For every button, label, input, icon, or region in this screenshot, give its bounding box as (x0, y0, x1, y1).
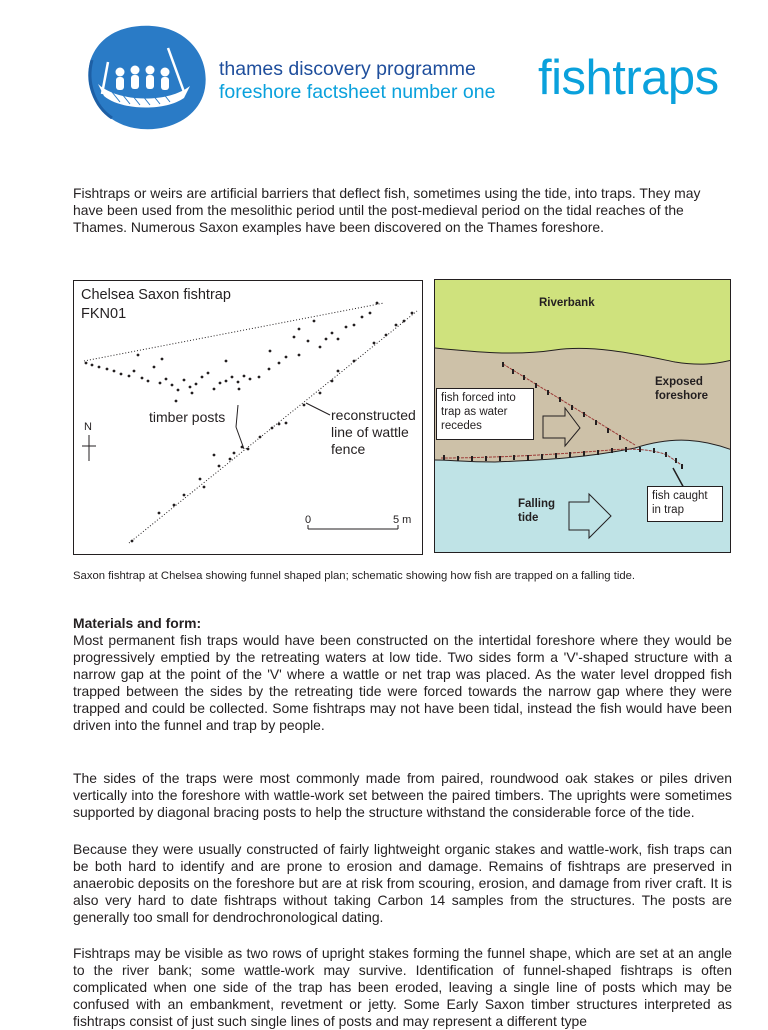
fish-forced-callout (436, 388, 534, 440)
fish-caught-callout (647, 486, 723, 522)
programme-logo (72, 22, 212, 134)
fish-forced-line3: recedes (441, 420, 482, 432)
fence-label-line3: fence (331, 441, 366, 457)
scale-end-label: 5 m (393, 514, 412, 526)
intro-paragraph: Fishtraps or weirs are artificial barriers that deflect fish, sometimes using the tide, into traps. They may have been used from the mesolithic period until the post-medieval period on the tidal reaches of the Thames. Numerous Saxon examples have been discovered on the Thames foreshore. (73, 185, 701, 235)
fishtrap-plan-figure (73, 280, 423, 555)
section-heading-materials: Materials and form: (73, 615, 202, 631)
exposed-foreshore-label-line2: foreshore (655, 390, 709, 402)
scale-start-label: 0 (305, 514, 312, 526)
fence-label-line1: reconstructed (331, 407, 416, 423)
fish-forced-line1: fish forced into (441, 392, 516, 404)
paragraph-materials: Most permanent fish traps would have been constructed on the intertidal foreshore where they would be progressively emptied by the retreating waters at low tide. Two sides form a 'V'-shaped structure with a narrow gap at the point of the 'V' where a wattle or net trap was placed. As the water level dropped fish trapped between the sides by the retreating tide were forced towards the narrow gap where they were trapped and could be collected. Some fishtraps may not have been tidal, instead the fish would have been driven into the funnel and trap by people. (73, 632, 732, 733)
fishtrap-schematic-figure (434, 279, 731, 553)
plan-site-code: FKN01 (81, 306, 127, 322)
timber-posts-label: timber posts (149, 409, 226, 425)
factsheet-subtitle: foreshore factsheet number one (219, 81, 496, 103)
page-title: fishtraps (538, 51, 719, 105)
north-label: N (84, 421, 92, 433)
fish-caught-line1: fish caught (652, 490, 708, 502)
fish-caught-line2: in trap (652, 504, 684, 516)
paragraph-construction: The sides of the traps were most commonly made from paired, roundwood oak stakes or piles driven vertically into the foreshore with wattle-work set between the paired timbers. The uprights were sometimes supported by diagonal bracing posts to help the structure withstand the considerable force of the tide. (73, 770, 732, 820)
exposed-foreshore-label-line1: Exposed (655, 376, 703, 388)
falling-tide-label-line1: Falling (518, 498, 556, 510)
plan-title: Chelsea Saxon fishtrap (81, 287, 231, 303)
fish-forced-line2: trap as water (441, 406, 508, 418)
falling-tide-label-line2: tide (518, 512, 539, 524)
paragraph-identification: Fishtraps may be visible as two rows of upright stakes forming the funnel shape, which are set at an angle to the river bank; some wattle-work may survive. Identification of funnel-shaped fishtraps is often complicated when one side of the trap has been eroded, leaving a single line of posts which may be confused with an embankment, revetment or jetty. Some Early Saxon timber structures interpreted as fishtraps consist of just such single lines of posts and may represent a different type (73, 945, 732, 1029)
paragraph-preservation: Because they were usually constructed of fairly lightweight organic stakes and wattle-work, fish traps can be both hard to identify and are prone to erosion and damage. Remains of fishtraps are preserved in anaerobic deposits on the foreshore but are at risk from scouring, erosion, and damage from river craft. It is also very hard to date fishtraps without taking Carbon 14 samples from the structures. The posts are generally too small for dendrochronological dating. (73, 841, 732, 925)
programme-name: thames discovery programme (219, 58, 476, 80)
riverbank-label: Riverbank (539, 297, 595, 309)
figure-caption: Saxon fishtrap at Chelsea showing funnel shaped plan; schematic showing how fish are trapped on a falling tide. (73, 570, 636, 582)
fence-label-line2: line of wattle (331, 424, 409, 440)
